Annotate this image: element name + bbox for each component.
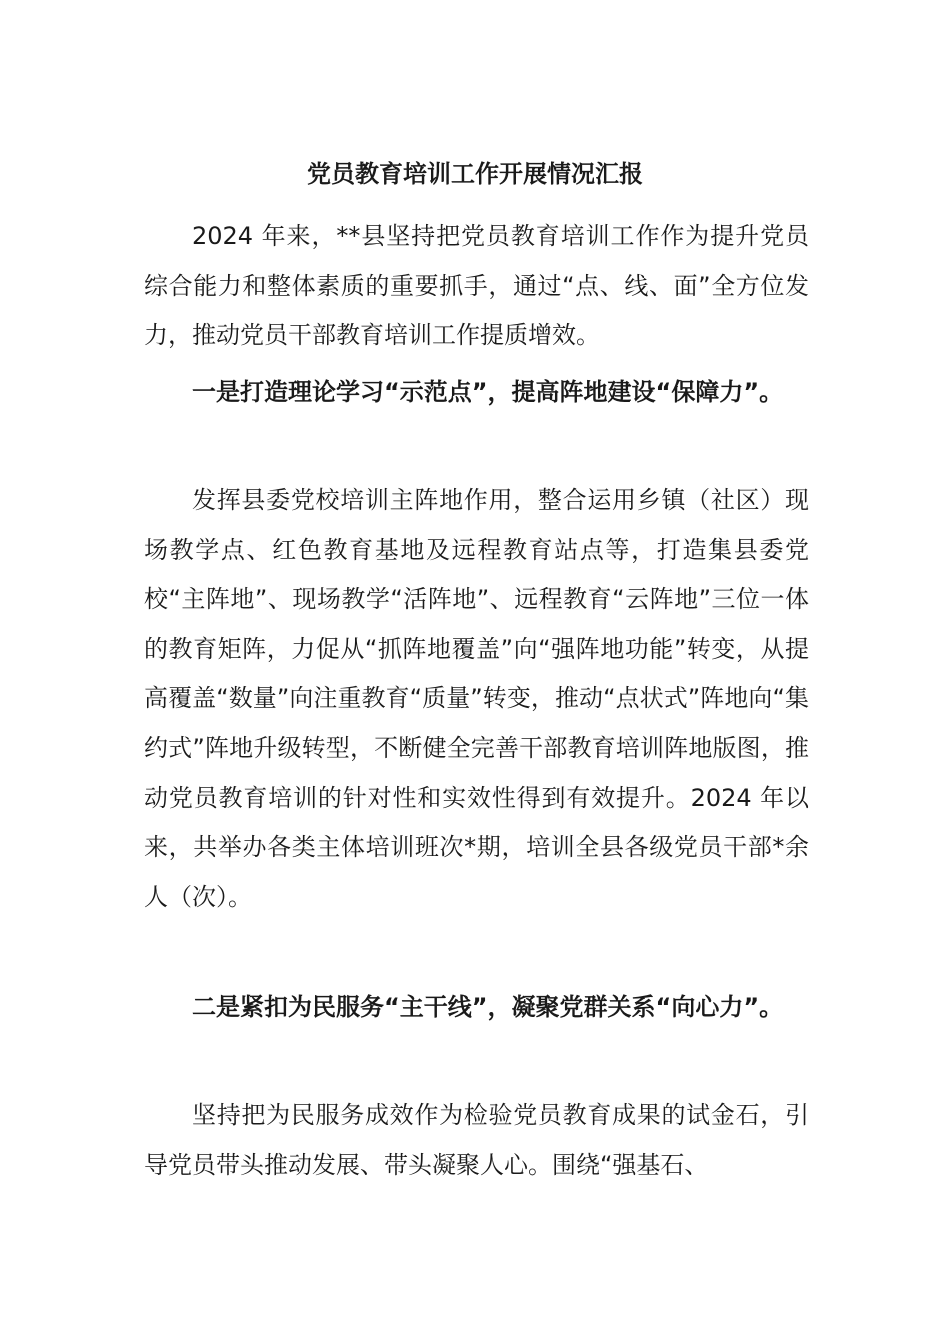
- intro-paragraph: 2024 年来，**县坚持把党员教育培训工作作为提升党员综合能力和整体素质的重要抓手，通过“点、线、面”全方位发力，推动党员干部教育培训工作提质增效。: [144, 222, 809, 350]
- section-2-paragraph: 坚持把为民服务成效作为检验党员教育成果的试金石，引导党员带头推动发展、带头凝聚人心。围绕“强基石、: [144, 1101, 809, 1179]
- section-heading-1: 一是打造理论学习“示范点”，提高阵地建设“保障力”。: [192, 378, 784, 406]
- document-title: 党员教育培训工作开展情况汇报: [307, 160, 643, 188]
- section-1-paragraph: 发挥县委党校培训主阵地作用，整合运用乡镇（社区）现场教学点、红色教育基地及远程教育站点等，打造集县委党校“主阵地”、现场教学“活阵地”、远程教育“云阵地”三位一体的教育矩阵，力促从“抓阵地覆盖”向“强阵地功能”转变，从提高覆盖“数量”向注重教育“质量”转变，推动“点状式”阵地向“集约式”阵地升级转型，不断健全完善干部教育培训阵地版图，推动党员教育培训的针对性和实效性得到有效提升。2024 年以来，共举办各类主体培训班次*期，培训全县各级党员干部*余人（次）。: [144, 486, 809, 911]
- section-heading-2: 二是紧扣为民服务“主干线”，凝聚党群关系“向心力”。: [192, 993, 784, 1021]
